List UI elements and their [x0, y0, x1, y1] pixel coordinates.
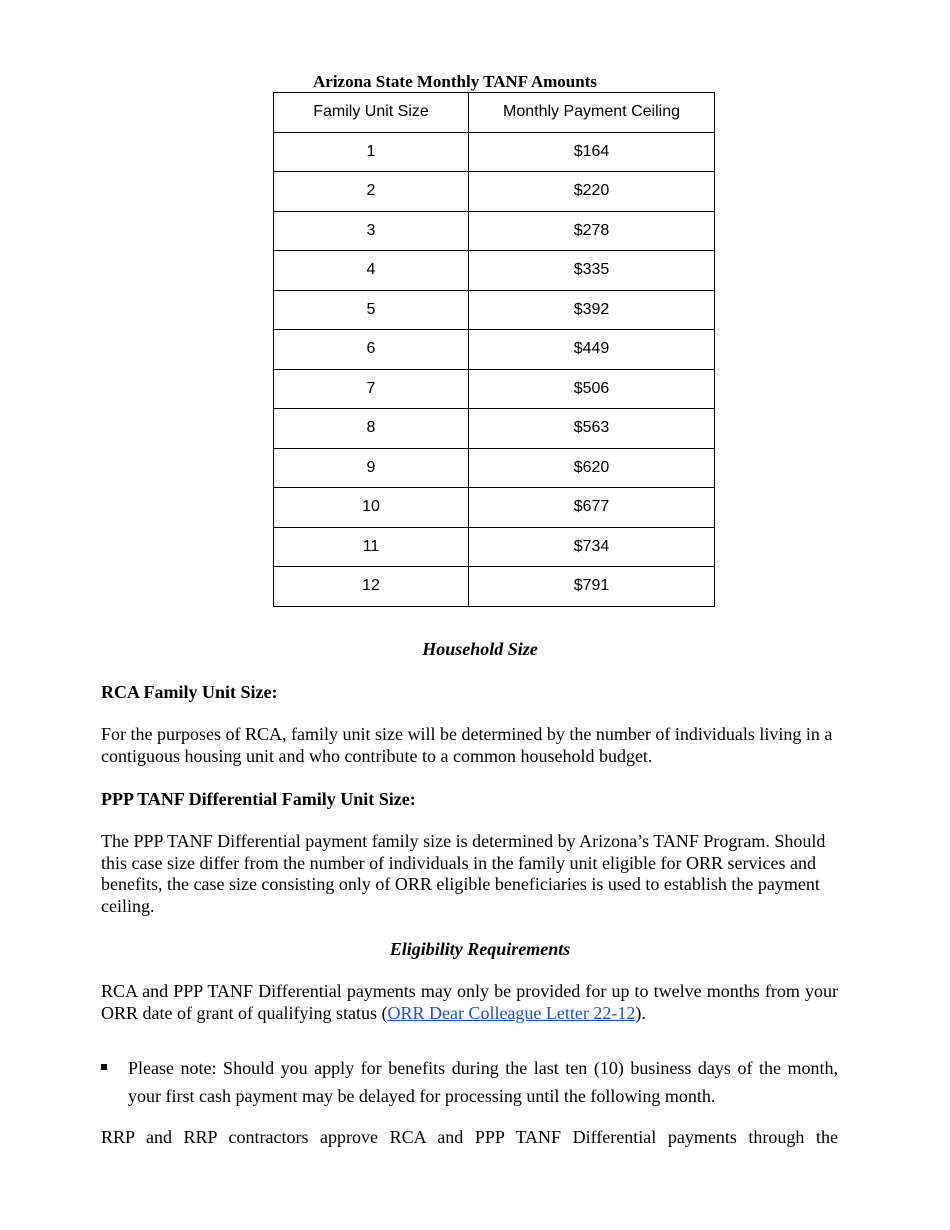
table-header-row — [274, 93, 715, 133]
table-row — [274, 527, 715, 567]
table-row — [274, 251, 715, 291]
cell-family-size: 1 — [274, 132, 469, 172]
orr-dear-colleague-letter-link[interactable]: ORR Dear Colleague Letter 22-12 — [387, 1002, 636, 1023]
cell-family-size: 12 — [274, 567, 469, 607]
cell-family-size: 6 — [274, 330, 469, 370]
table-row — [274, 369, 715, 409]
eligibility-text — [101, 981, 838, 1024]
cell-family-size: 5 — [274, 290, 469, 330]
cell-payment: $563 — [469, 409, 715, 449]
cell-payment: $335 — [469, 251, 715, 291]
cell-family-size: 9 — [274, 448, 469, 488]
table-row — [274, 172, 715, 212]
cell-payment: $791 — [469, 567, 715, 607]
table-row — [274, 448, 715, 488]
cell-payment: $449 — [469, 330, 715, 370]
cell-payment: $278 — [469, 211, 715, 251]
cell-payment: $164 — [469, 132, 715, 172]
table-row — [274, 567, 715, 607]
eligibility-text-end: ). — [635, 1002, 646, 1023]
ppp-family-unit-size-text: The PPP TANF Differential payment family size is determined by Arizona’s TANF Program. Should this case size differ from the number of individuals in the family unit eligible for ORR services and benefits, the case size consisting only of ORR eligible beneficiaries is used to establish the payment ceiling. — [101, 831, 826, 916]
cell-payment: $220 — [469, 172, 715, 212]
table-title: Arizona State Monthly TANF Amounts — [313, 72, 597, 91]
cell-payment: $620 — [469, 448, 715, 488]
table-row — [274, 290, 715, 330]
bullet-square-icon — [101, 1064, 107, 1070]
rca-family-unit-size-heading: RCA Family Unit Size: — [101, 682, 278, 702]
cell-family-size: 3 — [274, 211, 469, 251]
eligibility-text-start: RCA and PPP TANF Differential payments may only be provided for up to twelve months from your ORR date of grant of qualifying status ( — [101, 981, 838, 1023]
rca-family-unit-size-text: For the purposes of RCA, family unit size will be determined by the number of individuals living in a contiguous housing unit and who contribute to a common household budget. — [101, 724, 833, 766]
tanf-amounts-table — [273, 92, 715, 607]
closing-text: RRP and RRP contractors approve RCA and PPP TANF Differential payments through the — [101, 1127, 838, 1147]
table-row — [274, 211, 715, 251]
table-row — [274, 488, 715, 528]
table-row — [274, 132, 715, 172]
cell-family-size: 11 — [274, 527, 469, 567]
cell-payment: $506 — [469, 369, 715, 409]
header-family-unit-size: Family Unit Size — [274, 93, 469, 133]
header-monthly-payment-ceiling: Monthly Payment Ceiling — [469, 93, 715, 133]
cell-payment: $392 — [469, 290, 715, 330]
cell-family-size: 2 — [274, 172, 469, 212]
table-row — [274, 330, 715, 370]
table-row — [274, 409, 715, 449]
processing-delay-note: Please note: Should you apply for benefits during the last ten (10) business days of the month, your first cash payment may be delayed for processing until the following month. — [128, 1058, 838, 1106]
cell-family-size: 4 — [274, 251, 469, 291]
cell-payment: $677 — [469, 488, 715, 528]
cell-family-size: 7 — [274, 369, 469, 409]
household-size-heading: Household Size — [422, 639, 538, 659]
eligibility-requirements-heading: Eligibility Requirements — [389, 939, 571, 959]
ppp-family-unit-size-heading: PPP TANF Differential Family Unit Size: — [101, 789, 416, 809]
cell-family-size: 10 — [274, 488, 469, 528]
cell-payment: $734 — [469, 527, 715, 567]
cell-family-size: 8 — [274, 409, 469, 449]
